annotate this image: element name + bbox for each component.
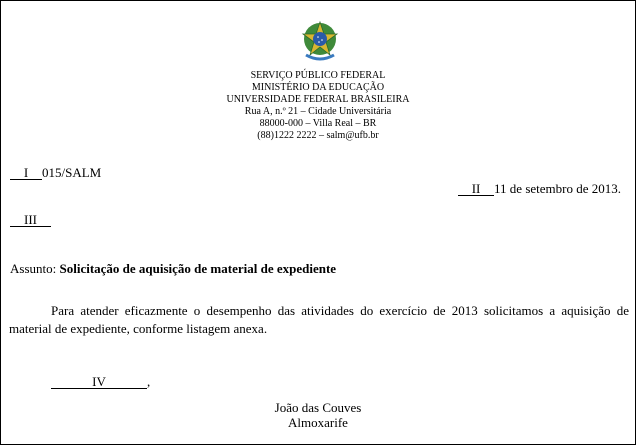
blank-field-i[interactable]: I xyxy=(10,166,42,180)
signature-role: Almoxarife xyxy=(288,415,348,430)
header-line: SERVIÇO PÚBLICO FEDERAL xyxy=(250,70,386,81)
header-line: (88)1222 2222 – salm@ufb.br xyxy=(257,130,379,141)
memo-number: 015/SALM xyxy=(42,165,102,180)
header-line: UNIVERSIDADE FEDERAL BRASILEIRA xyxy=(226,94,410,105)
signature-name: João das Couves xyxy=(274,400,362,415)
header-line: 88000-000 – Villa Real – BR xyxy=(259,118,377,129)
date-text: 11 de setembro de 2013. xyxy=(494,181,621,196)
header-line: MINISTÉRIO DA EDUCAÇÃO xyxy=(251,82,385,93)
memo-date xyxy=(458,181,621,197)
closing-comma: , xyxy=(147,374,151,389)
closing-place xyxy=(51,374,150,390)
institution-header xyxy=(1,70,635,142)
subject-label: Assunto: xyxy=(10,261,57,276)
memo-reference xyxy=(10,165,101,181)
memo-recipient xyxy=(10,212,51,228)
blank-field-iii[interactable]: III xyxy=(10,213,51,227)
body-paragraph: Para atender eficazmente o desempenho das atividades do exercício de 2013 solicitamos a aquisição de material de expediente, conforme listagem anexa. xyxy=(9,303,629,336)
header-line: Rua A, n.º 21 – Cidade Universitária xyxy=(244,106,392,117)
blank-field-iv[interactable]: IV xyxy=(51,375,147,389)
subject-text: Solicitação de aquisição de material de expediente xyxy=(59,261,337,276)
blank-field-ii[interactable]: II xyxy=(458,182,494,196)
subject-line xyxy=(10,261,336,277)
brazil-coat-of-arms-icon xyxy=(298,19,342,63)
